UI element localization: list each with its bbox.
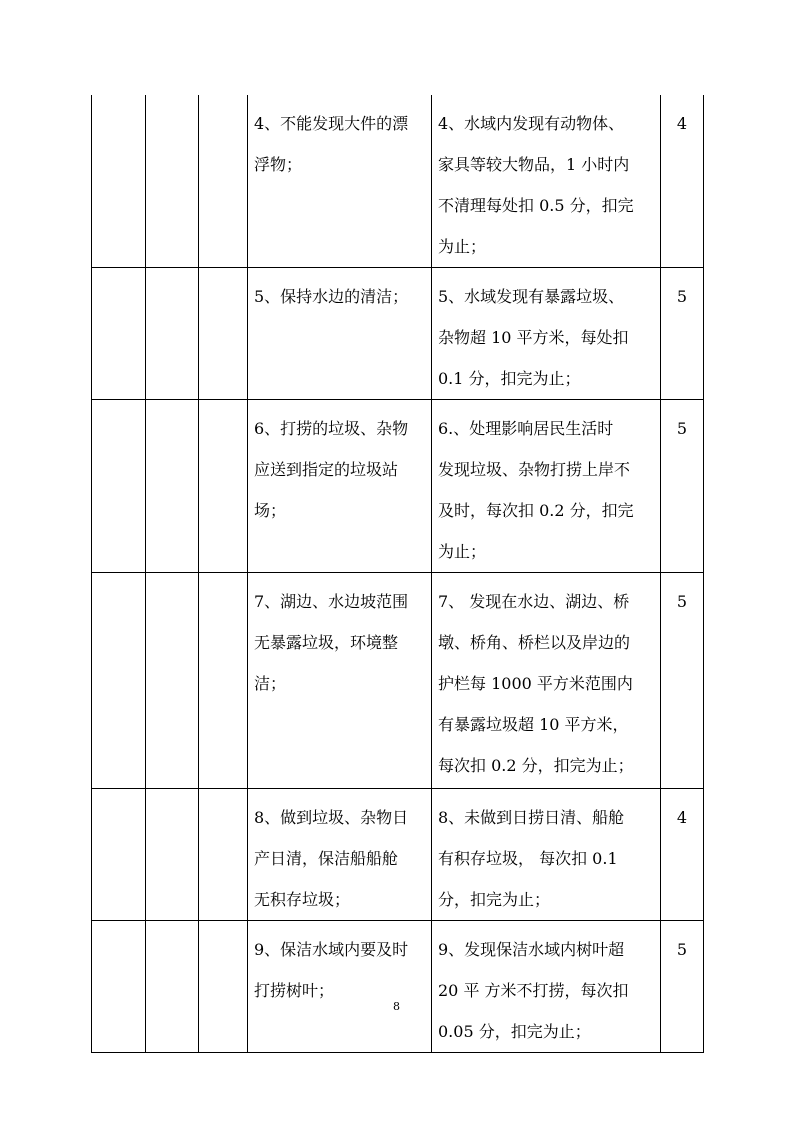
deduction-cell-line: 7、 发现在水边、湖边、桥 (438, 592, 630, 611)
deduction-cell-line: 6.、处理影响居民生活时 (438, 419, 614, 438)
deduction-cell (432, 268, 661, 400)
requirement-cell-line: 7、湖边、水边坡范围 (254, 592, 409, 611)
table-row (92, 921, 704, 1053)
deduction-cell (432, 95, 661, 268)
deduction-cell-line: 不清理每处扣 0.5 分，扣完 (438, 196, 634, 215)
requirement-cell-line: 5、保持水边的清洁； (254, 287, 409, 306)
requirement-cell-line: 打捞树叶； (254, 981, 335, 1000)
empty-cell (146, 921, 199, 1053)
requirement-cell-line: 无积存垃圾； (254, 890, 351, 909)
deduction-cell-line: 发现垃圾、杂物打捞上岸不 (438, 460, 631, 479)
table-row (92, 400, 704, 573)
empty-cell (199, 921, 248, 1053)
score-cell: 4 (661, 789, 704, 921)
requirement-cell (248, 921, 432, 1053)
empty-cell (146, 95, 199, 268)
requirement-cell-line: 场； (254, 501, 287, 520)
requirement-cell-line: 洁； (254, 674, 287, 693)
score-cell: 5 (661, 268, 704, 400)
deduction-cell-line: 0.05 分，扣完为止； (438, 1022, 591, 1041)
score-cell: 4 (661, 95, 704, 268)
empty-cell (146, 573, 199, 789)
deduction-cell-line: 家具等较大物品，1 小时内 (438, 155, 630, 174)
requirement-cell (248, 400, 432, 573)
score-cell: 5 (661, 921, 704, 1053)
score-cell: 5 (661, 573, 704, 789)
empty-cell (92, 400, 146, 573)
table-row (92, 268, 704, 400)
assessment-table (91, 95, 704, 1053)
deduction-cell (432, 921, 661, 1053)
deduction-cell-line: 8、未做到日捞日清、船舱 (438, 808, 625, 827)
empty-cell (199, 95, 248, 268)
deduction-cell-line: 4、水域内发现有动物体、 (438, 114, 625, 133)
empty-cell (199, 400, 248, 573)
deduction-cell-line: 每次扣 0.2 分，扣完为止； (438, 756, 634, 775)
empty-cell (92, 95, 146, 268)
empty-cell (146, 268, 199, 400)
table-row (92, 573, 704, 789)
page-number: 8 (393, 1000, 400, 1013)
requirement-cell-line: 产日清，保洁船船舱 (254, 849, 399, 868)
score-cell: 5 (661, 400, 704, 573)
deduction-cell-line: 有暴露垃圾超 10 平方米， (438, 715, 629, 734)
requirement-cell-line: 8、做到垃圾、杂物日 (254, 808, 409, 827)
deduction-cell-line: 0.1 分，扣完为止； (438, 369, 581, 388)
empty-cell (199, 789, 248, 921)
deduction-cell-line: 杂物超 10 平方米，每处扣 (438, 328, 629, 347)
deduction-cell-line: 为止； (438, 542, 487, 561)
empty-cell (92, 573, 146, 789)
deduction-cell-line: 为止； (438, 237, 487, 256)
empty-cell (92, 789, 146, 921)
deduction-cell-line: 有积存垃圾， 每次扣 0.1 (438, 849, 618, 868)
empty-cell (92, 268, 146, 400)
deduction-cell-line: 分，扣完为止； (438, 890, 551, 909)
requirement-cell (248, 789, 432, 921)
requirement-cell-line: 4、不能发现大件的漂 (254, 114, 409, 133)
empty-cell (199, 268, 248, 400)
deduction-cell (432, 573, 661, 789)
requirement-cell-line: 浮物； (254, 155, 303, 174)
deduction-cell-line: 5、水域发现有暴露垃圾、 (438, 287, 625, 306)
deduction-cell-line: 9、发现保洁水域内树叶超 (438, 940, 625, 959)
table-row (92, 789, 704, 921)
deduction-cell-line: 20 平 方米不打捞，每次扣 (438, 981, 629, 1000)
requirement-cell-line: 无暴露垃圾，环境整 (254, 633, 399, 652)
requirement-cell (248, 95, 432, 268)
requirement-cell-line: 应送到指定的垃圾站 (254, 460, 399, 479)
empty-cell (199, 573, 248, 789)
requirement-cell (248, 268, 432, 400)
empty-cell (92, 921, 146, 1053)
requirement-cell-line: 6、打捞的垃圾、杂物 (254, 419, 409, 438)
requirement-cell-line: 9、保洁水域内要及时 (254, 940, 409, 959)
table-row (92, 95, 704, 268)
empty-cell (146, 789, 199, 921)
requirement-cell (248, 573, 432, 789)
deduction-cell-line: 墩、桥角、桥栏以及岸边的 (438, 633, 631, 652)
deduction-cell-line: 及时，每次扣 0.2 分，扣完 (438, 501, 634, 520)
empty-cell (146, 400, 199, 573)
deduction-cell (432, 400, 661, 573)
deduction-cell (432, 789, 661, 921)
deduction-cell-line: 护栏每 1000 平方米范围内 (438, 674, 633, 693)
